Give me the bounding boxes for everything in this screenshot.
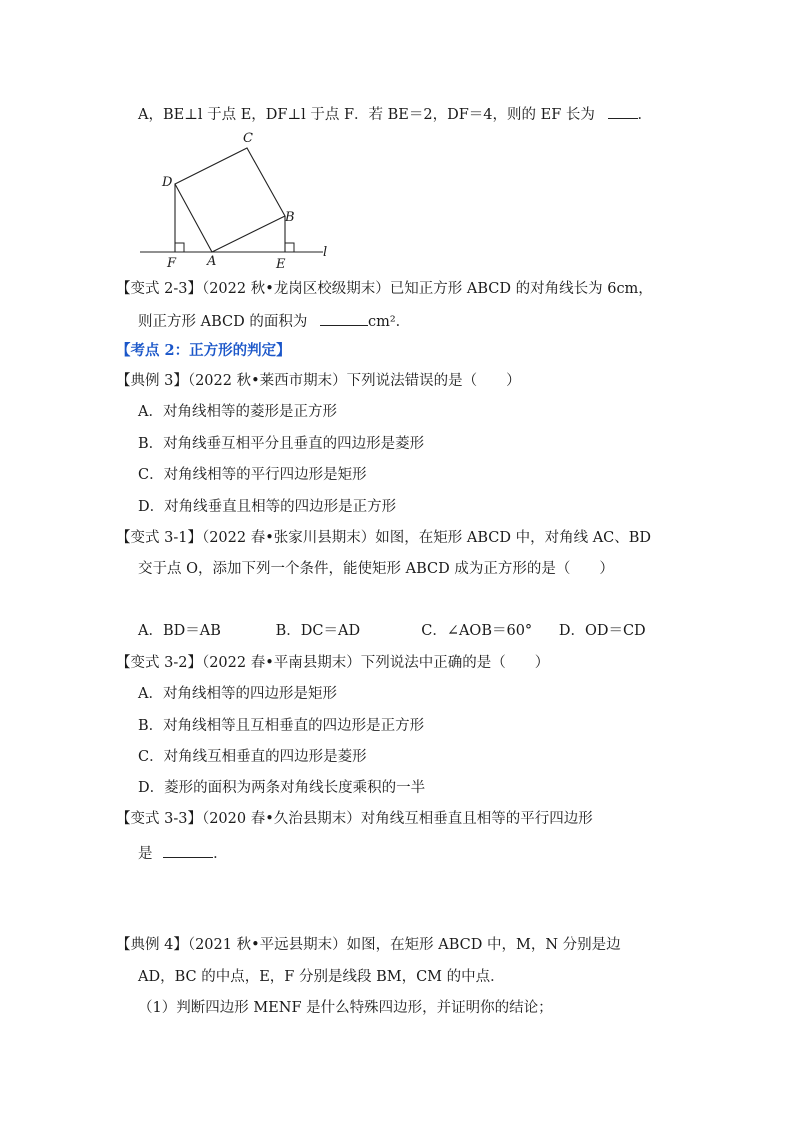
- label-l: l: [323, 245, 328, 260]
- example-4-line3: （1）判断四边形 MENF 是什么特殊四边形，并证明你的结论；: [138, 1000, 553, 1016]
- example-3-stem: 【典例 3】（2022 秋•莱西市期末）下列说法错误的是（ ）: [116, 373, 521, 389]
- example-3-option-a: A．对角线相等的菱形是正方形: [138, 404, 337, 420]
- right-angle-e: [285, 243, 294, 252]
- problem-tail-text: A，BE⊥l 于点 E，DF⊥l 于点 F．若 BE＝2，DF＝4，则的 EF 长为: [138, 107, 595, 123]
- var-3-1-line1: 【变式 3-1】（2022 春•张家川县期末）如图，在矩形 ABCD 中，对角线 AC、BD: [116, 530, 652, 546]
- square-figure: [135, 128, 335, 268]
- example-4-line2: AD，BC 的中点，E，F 分别是线段 BM，CM 的中点．: [138, 969, 505, 985]
- label-a: A: [207, 254, 217, 268]
- var-3-1-option-a: A．BD＝AB: [138, 623, 221, 639]
- var-3-1-line2: 交于点 O，添加下列一个条件，能使矩形 ABCD 成为正方形的是（ ）: [138, 561, 614, 577]
- label-c: C: [243, 131, 253, 146]
- example-3-option-b: B．对角线垂互相平分且垂直的四边形是菱形: [138, 436, 425, 452]
- var-3-2-option-c: C．对角线互相垂直的四边形是菱形: [138, 749, 367, 765]
- answer-blank: [320, 310, 368, 326]
- var-3-3-text: 是: [138, 846, 153, 862]
- var-3-1-options: [138, 621, 646, 641]
- answer-blank: [163, 842, 213, 858]
- example-4-line1: 【典例 4】（2021 秋•平远县期末）如图，在矩形 ABCD 中，M，N 分别是边: [116, 937, 621, 953]
- square-abcd: [175, 148, 285, 252]
- right-angle-f: [175, 243, 184, 252]
- var-3-1-option-d: D．OD＝CD: [558, 623, 646, 639]
- var-2-3-line2: [138, 310, 410, 332]
- problem-tail: [138, 103, 652, 125]
- label-e: E: [276, 257, 286, 268]
- var-3-2-option-b: B．对角线相等且互相垂直的四边形是正方形: [138, 718, 425, 734]
- var-3-2-option-d: D．菱形的面积为两条对角线长度乘积的一半: [138, 780, 426, 796]
- var-2-3-unit: cm²．: [367, 314, 411, 330]
- example-3-option-d: D．对角线垂直且相等的四边形是正方形: [138, 499, 397, 515]
- var-2-3-line1: 【变式 2-3】（2022 秋•龙岗区校级期末）已知正方形 ABCD 的对角线长为 6cm，: [116, 281, 653, 297]
- section-heading: 【考点 2：正方形的判定】: [116, 342, 291, 359]
- label-d: D: [162, 175, 173, 190]
- var-3-3-line1: 【变式 3-3】（2020 春•久治县期末）对角线互相垂直且相等的平行四边形: [116, 811, 593, 827]
- label-b: B: [285, 210, 295, 225]
- var-3-3-end: ．: [213, 846, 228, 862]
- var-3-1-option-c: C．∠AOB＝60°: [421, 623, 533, 639]
- var-3-3-line2: [138, 842, 228, 864]
- label-f: F: [167, 256, 177, 268]
- var-3-2-option-a: A．对角线相等的四边形是矩形: [138, 686, 337, 702]
- var-3-2-stem: 【变式 3-2】（2022 春•平南县期末）下列说法中正确的是（ ）: [116, 655, 550, 671]
- example-3-option-c: C．对角线相等的平行四边形是矩形: [138, 467, 367, 483]
- var-3-1-option-b: B．DC＝AD: [275, 623, 361, 639]
- var-2-3-text: 则正方形 ABCD 的面积为: [138, 314, 308, 330]
- problem-tail-end: ．: [637, 107, 652, 123]
- answer-blank: [608, 103, 638, 119]
